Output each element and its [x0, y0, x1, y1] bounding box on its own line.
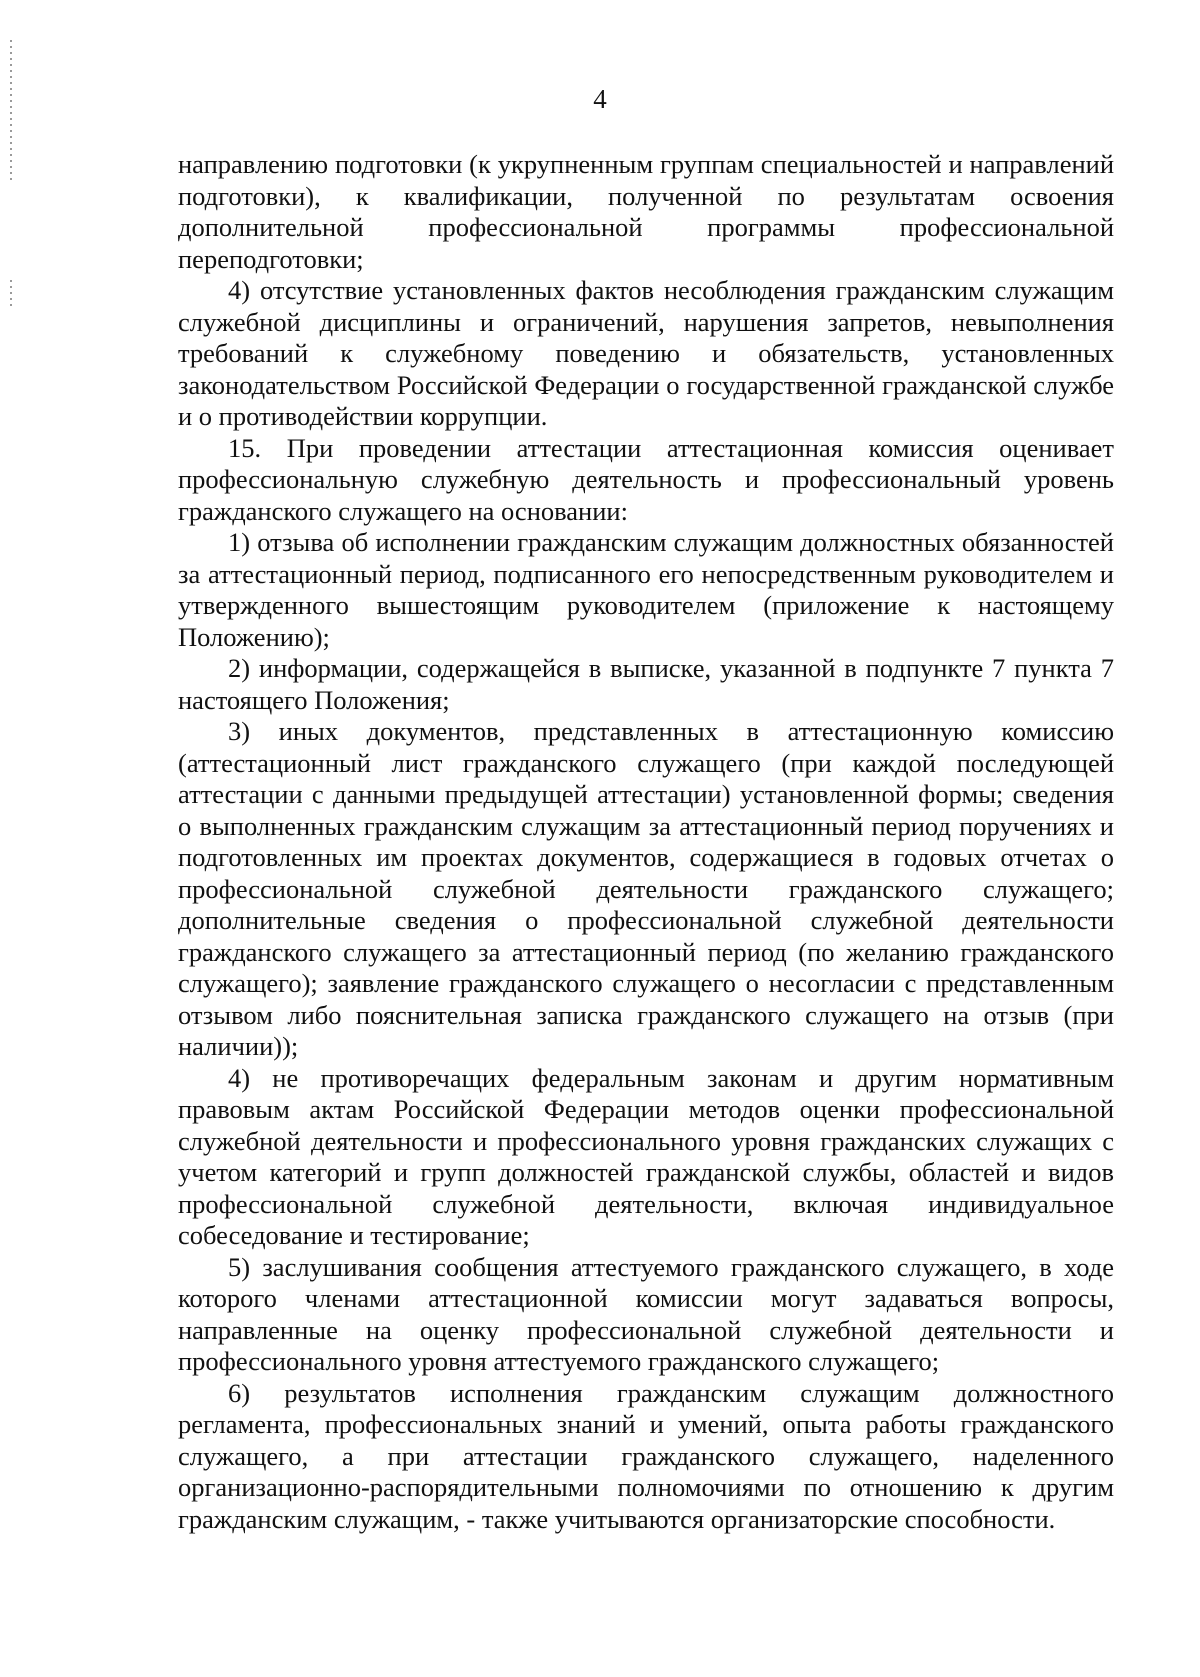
paragraph-item-3-documents: 3) иных документов, представленных в аттестационную комиссию (аттестационный лист гражданского служащего (при каждой последующей аттестации с данными предыдущей аттестации) установленной формы; сведения о выполненных гражданским служащим за аттестационный период поручениях и подготовленных им проектах документов, содержащиеся в годовых отчетах о профессиональной служебной деятельности гражданского служащего; дополнительные сведения о профессиональной служебной деятельности гражданского служащего за аттестационный период (по желанию гражданского служащего); заявление гражданского служащего о несогласии с представленным отзывом либо пояснительная записка гражданского служащего на отзыв (при наличии)); [178, 716, 1114, 1061]
paragraph-continuation: направлению подготовки (к укрупненным группам специальностей и направлений подготовки), к квалификации, полученной по результатам освоения дополнительной профессиональной программы профессиональной переподготовки; [178, 149, 1114, 274]
paragraph-item-2-information: 2) информации, содержащейся в выписке, указанной в подпункте 7 пункта 7 настоящего Положения; [178, 653, 1114, 715]
scan-edge-artifact [10, 280, 12, 310]
paragraph-item-4-methods: 4) не противоречащих федеральным законам и другим нормативным правовым актам Российской Федерации методов оценки профессиональной служебной деятельности и профессионального уровня гражданских служащих с учетом категорий и групп должностей гражданской службы, областей и видов профессиональной служебной деятельности, включая индивидуальное собеседование и тестирование; [178, 1062, 1114, 1250]
paragraph-item-6-results: 6) результатов исполнения гражданским служащим должностного регламента, профессиональных знаний и умений, опыта работы гражданского служащего, а при аттестации гражданского служащего, наделенного организационно-распорядительными полномочиями по отношению к другим гражданским служащим, - также учитываются организаторские способности. [178, 1377, 1114, 1534]
document-body [178, 149, 1114, 1535]
paragraph-item-4-no-violations: 4) отсутствие установленных фактов несоблюдения гражданским служащим служебной дисциплины и ограничений, нарушения запретов, невыполнения требований к служебному поведению и обязательств, установленных законодательством Российской Федерации о государственной гражданской службе и о противодействии коррупции. [178, 275, 1114, 431]
page-number: 4 [593, 84, 607, 114]
paragraph-section-15: 15. При проведении аттестации аттестационная комиссия оценивает профессиональную служебную деятельность и профессиональный уровень гражданского служащего на основании: [178, 432, 1114, 526]
paragraph-item-1-review: 1) отзыва об исполнении гражданским служащим должностных обязанностей за аттестационный период, подписанного его непосредственным руководителем и утвержденного вышестоящим руководителем (приложение к настоящему Положению); [178, 527, 1114, 652]
paragraph-item-5-hearing: 5) заслушивания сообщения аттестуемого гражданского служащего, в ходе которого членами аттестационной комиссии могут задаваться вопросы, направленные на оценку профессиональной служебной деятельности и профессионального уровня аттестуемого гражданского служащего; [178, 1251, 1114, 1376]
